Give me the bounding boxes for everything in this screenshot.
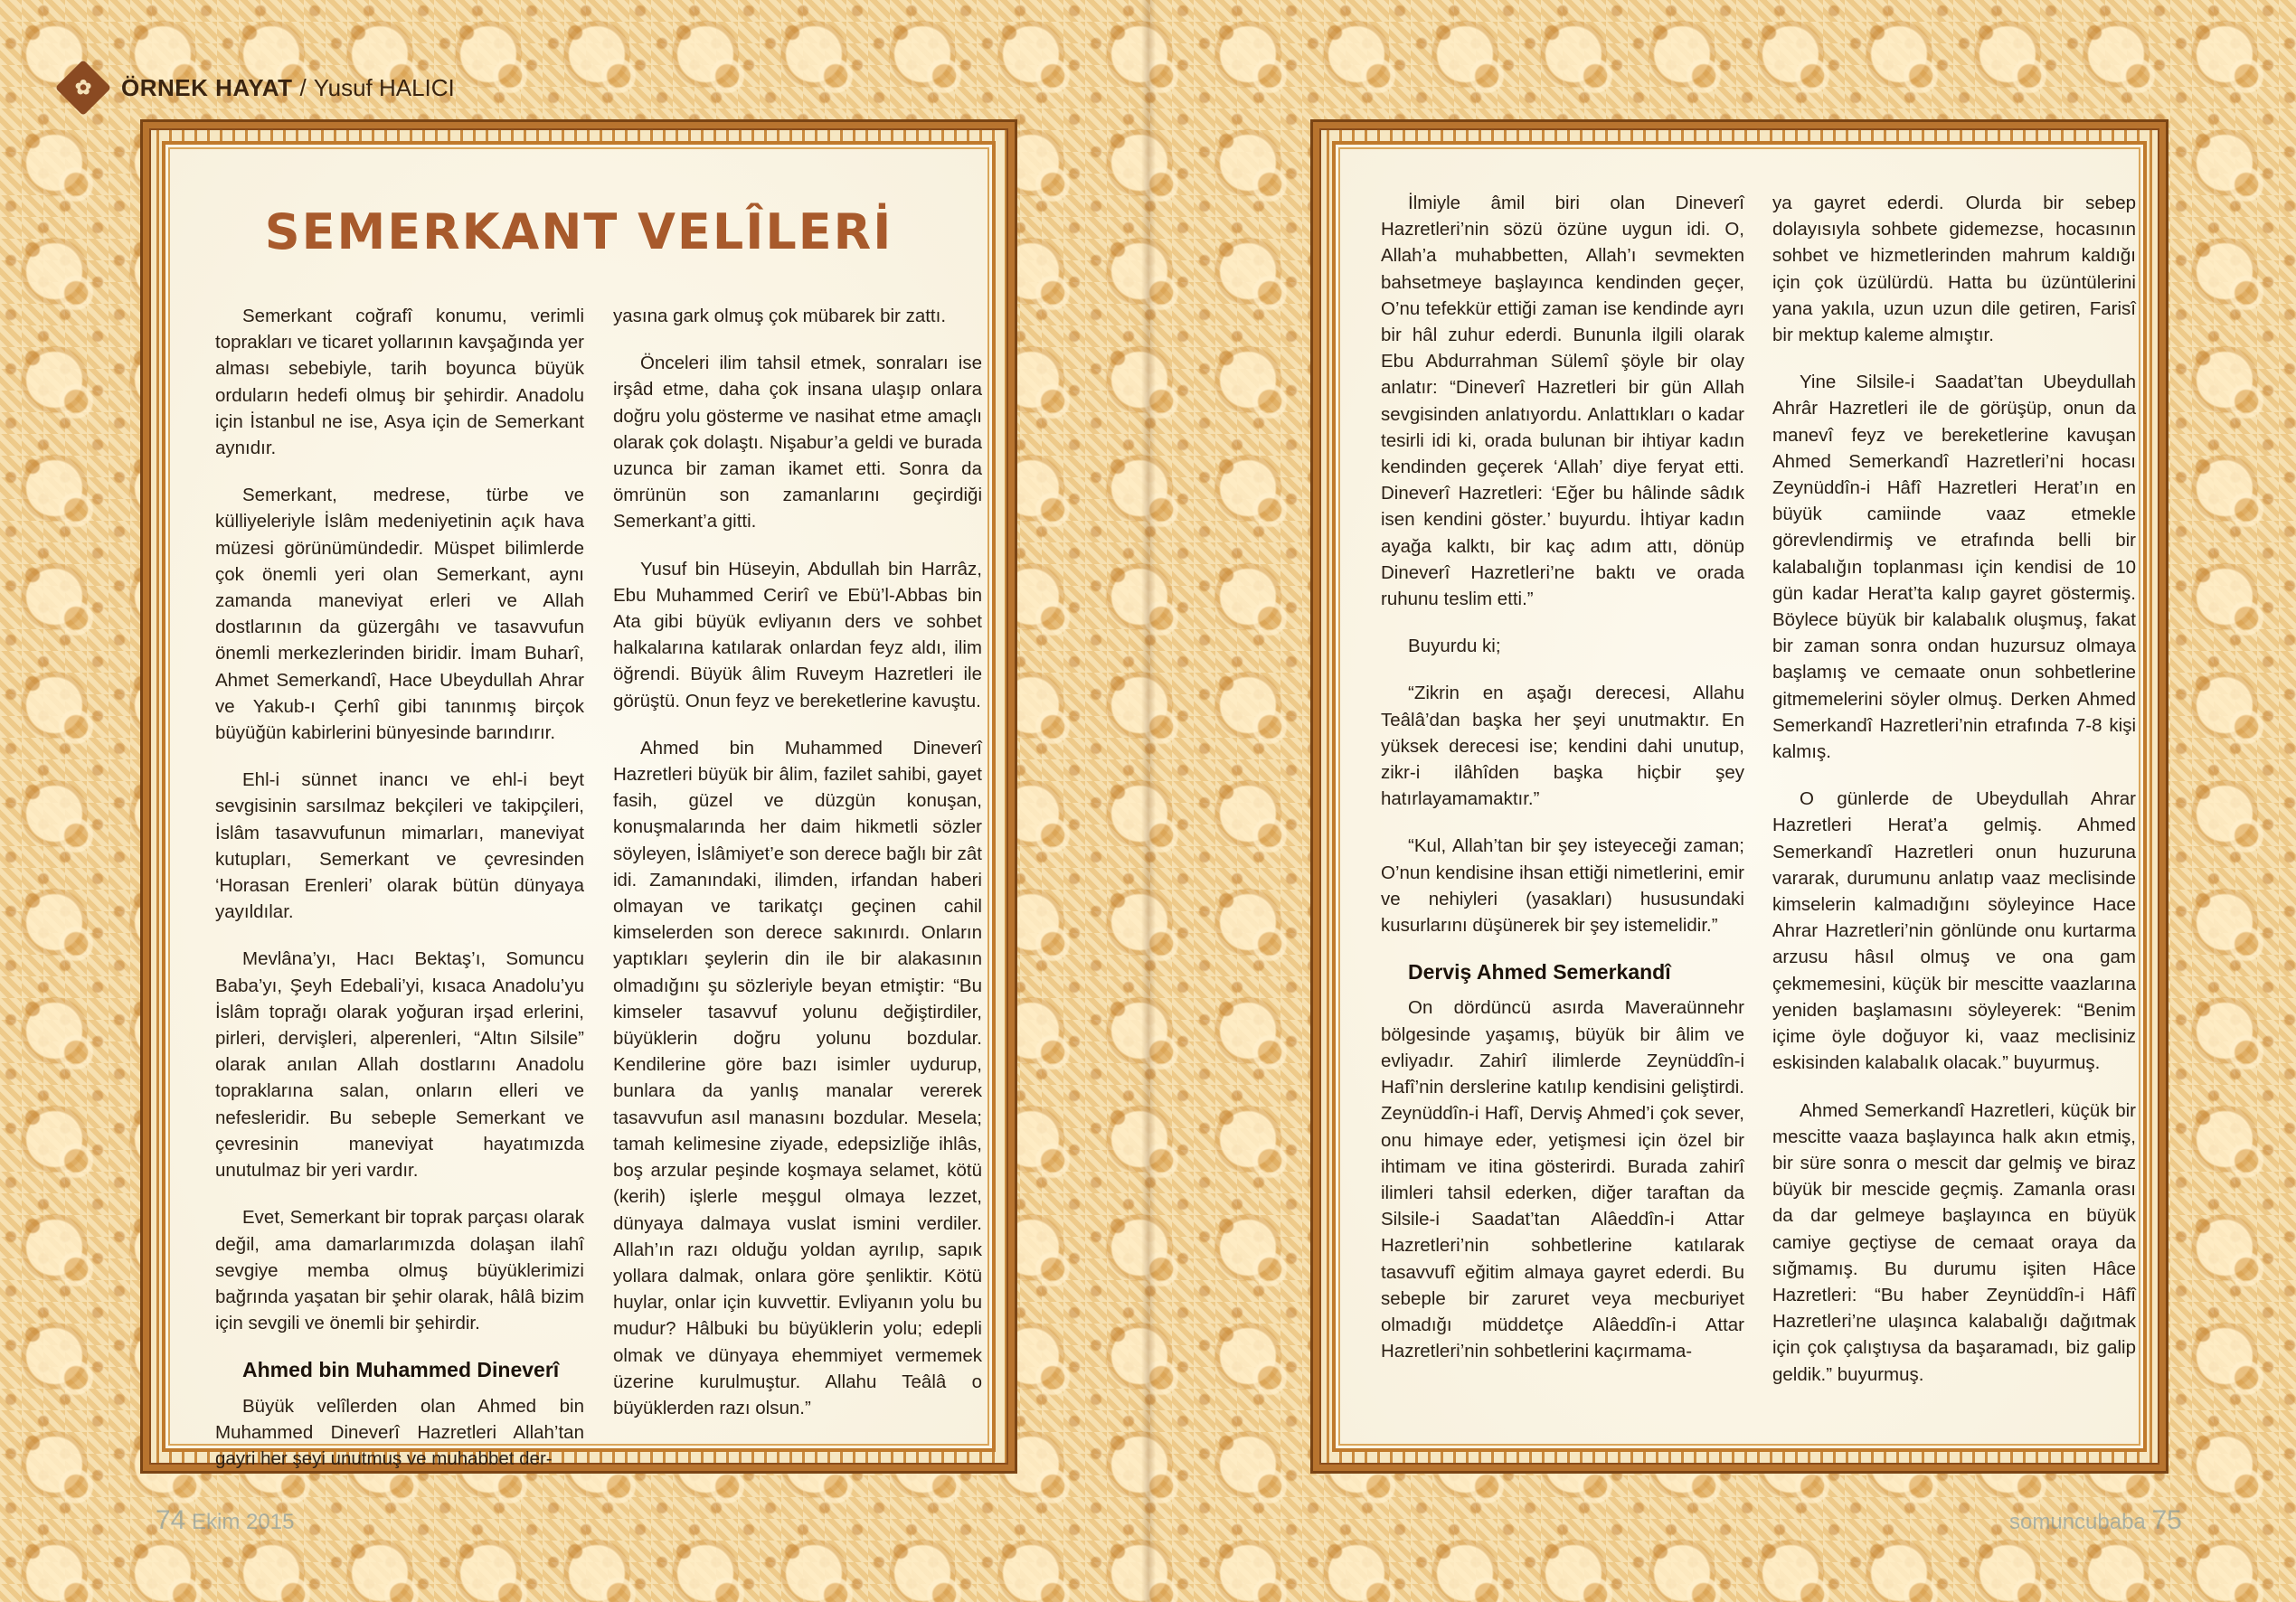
article-title: SEMERKANT VELÎLERİ (264, 203, 893, 260)
right-column-1 (1381, 190, 1744, 1385)
paragraph: ya gayret ederdi. Olurda bir sebep dolayısıyla sohbete gidemezse, hocasının sohbet ve hizmetlerinden mahrum kaldığı için çok üzülürdü. Hatta bu üzüntülerini yana yakıla, uzun uzun dile getiren, Farisî bir mektup kaleme almıştır. (1772, 193, 2136, 346)
left-page-footer (156, 1505, 294, 1536)
paragraph: Yine Silsile-i Saadat’tan Ubeydullah Ahrâr Hazretleri ile de görüşüp, onun da manevî feyz ve bereketlerine kavuşan Ahmed Semerkandî Hazretleri’ni hocası Zeynüddîn-i Hâfî Hazretleri Herat’ın en büyük camiinde vaaz etmekle görevlendirmiş ve etrafında belli bir kalabalığın toplanması için kendisi de 10 gün kadar Herat’ta kalıp gayret göstermiş. Böylece büyük bir kalabalık oluşmuş, fakat bir zaman sonra ondan huzursuz olmaya başlamış ve cemaate onun sohbetlerine gitmemelerini söyler olmuş. Derken Ahmed Semerkandî Hazretleri’nin etrafında 7-8 kişi kalmış. (1772, 372, 2136, 763)
paragraph: O günlerde de Ubeydullah Ahrar Hazretleri Herat’a gelmiş. Ahmed Semerkandî Hazretleri onun huzuruna vararak, durumunu anlatıp vaaz meclisinde kimselerin kalmadığını söyleyince Hace Ahrar Hazretleri’nin gönlünde onu kurtarma arzusu hâsıl olmuş ve ona gam çekmemesini, küçük bir mescitte vaazlarına yeniden başlamasını söyleyerek: “Benim içime öyle doğuyor ki, vaaz meclisiniz eskisinden kalabalık olacak.” buyurmuş. (1772, 788, 2136, 1074)
paragraph: Ahmed Semerkandî Hazretleri, küçük bir mescitte vaaza başlayınca halk akın etmiş, bir süre sonra o mescit dar gelmiş ve biraz büyük bir mescide geçmiş. Zamanla orası da dar gelmeye başlayınca en büyük camiye geçtiyse de cemaat oraya da sığmamış. Bu durumu işiten Hâce Hazretleri: “Bu haber Zeynüddîn-i Hâfî Hazretleri’ne ulaşınca kalabalığı dağıtmak için çok çalıştıysa da başaramadı, biz galip geldik.” buyurmuş. (1772, 1099, 2136, 1385)
paragraph: Buyurdu ki; (1408, 636, 1501, 657)
paragraph: İlmiyle âmil biri olan Dineverî Hazretleri’nin sözü özüne uygun idi. O, Allah’a muhabbetten, Allah’ı sevmekten bahsetmeye başlayınca kendinden geçer, O’nu tefekkür ettiği zaman ise kendinde ayrı bir hâl zuhur ederdi. Bununla ilgili olarak Ebu Abdurrahman Sülemî şöyle bir olay anlatır: “Dineverî Hazretleri bir gün Allah sevgisinden anlatıyordu. Anlattıkları o kadar tesirli idi ki, orada bulunan bir ihtiyar kadın kendinden geçerek ‘Allah’ diye feryat etti. Dineverî Hazretleri: ‘Eğer bu hâlinde sâdık isen kendini göster.’ buyurdu. İhtiyar kadın ayağa kalktı, bir kaç adım attı, dönüp Dineverî Hazretleri’ne baktı ve orada ruhunu teslim etti.” (1381, 193, 1744, 610)
right-page-footer (2009, 1505, 2182, 1536)
section-heading: Ahmed bin Muhammed Dineverî (242, 1358, 560, 1382)
left-page-frame (140, 119, 1017, 1474)
left-column-2 (613, 303, 982, 1442)
right-page-paper (1338, 147, 2140, 1446)
paragraph: Yusuf bin Hüseyin, Abdullah bin Harrâz, Ebu Muhammed Cerirî ve Ebü’l-Abbas bin Ata gibi büyük evliyanın ders ve sohbet halkalarına katılarak onlardan feyz aldı, ilim öğrendi. Büyük âlim Ruveym Hazretleri ile görüştü. Onun feyz ve bereketlerine kavuştu. (613, 558, 982, 711)
paragraph: On dördüncü asırda Maveraünnehr bölgesinde yaşamış, büyük bir âlim ve evliyadır. Zahirî ilimlerde Zeynüddîn-i Hafî’nin derslerine katılıp kendisini geliştirdi. Zeynüddîn-i Hafî, Derviş Ahmed’i çok sever, onu himaye eder, yetişmesi için özel bir ihtimam ve itina gösterirdi. Burada zahirî ilimleri tahsil ederken, diğer taraftan da Silsile-i Saadat’tan Alâeddîn-i Attar Hazretleri’nin sohbetlerine katılarak tasavvufî eğitim almaya gayret ederdi. Bu sebeple bir zaruret veya mecburiyet olmadığı müddetçe Alâeddîn-i Attar Hazretleri’nin sohbetlerini kaçırmama- (1381, 997, 1744, 1362)
paragraph: yasına gark olmuş çok mübarek bir zattı. (613, 306, 947, 326)
paragraph: “Kul, Allah’tan bir şey isteyeceği zaman; O’nun kendisine ihsan ettiği nimetlerini, emir ve nehiyleri (yasakları) hususundaki kusurlarını düşünerek bir şey istemelidir.” (1381, 835, 1744, 937)
magazine-logo-icon: ✿ (55, 60, 111, 116)
paragraph: Önceleri ilim tahsil etmek, sonraları ise irşâd etme, daha çok insana ulaşıp onlara doğru yolu gösterme ve nasihat etme amaçlı olarak çok dolaştı. Nişabur’a geldi ve burada uzunca bir zaman ikamet etti. Sonra da ömrünün son zamanlarını geçirdiği Semerkant’a gitti. (613, 353, 982, 532)
page-spine (1141, 0, 1156, 1602)
paragraph: Ehl-i sünnet inancı ve ehl-i beyt sevgisinin sarsılmaz bekçileri ve takipçileri, İslâm tasavvufunun mimarları, maneviyat kutupları, Semerkant ve çevresinden ‘Horasan Erenleri’ olarak bütün dünyaya yayıldılar. (215, 769, 584, 923)
right-column-2 (1772, 190, 2136, 1409)
right-page-frame (1310, 119, 2168, 1474)
left-column-1 (215, 303, 584, 1493)
paragraph: Semerkant, medrese, türbe ve külliyeleriyle İslâm medeniyetinin açık hava müzesi görünümündedir. Müspet bilimlerde çok önemli yeri olan Semerkant, aynı zamanda maneviyat erleri ve Allah dostlarının da güzergâhı ve tasavvufun önemli merkezlerinden biridir. İmam Buharî, Ahmet Semerkandî, Hace Ubeydullah Ahrar ve Yakub-ı Çerhî gibi tanınmış birçok büyüğün kabirlerini bünyesinde barındırır. (215, 485, 584, 744)
page-number: 75 (2151, 1505, 2182, 1535)
page-header (63, 65, 455, 110)
header-separator: / (299, 73, 307, 101)
paragraph: Evet, Semerkant bir toprak parçası olarak değil, ama damarlarımızda dolaşan ilahî sevgiye memba olmuş büyüklerimizi bağrında yaşatan bir şehir olarak, hâlâ bizim için sevgili ve önemli bir şehirdir. (215, 1207, 584, 1334)
section-name: ÖRNEK HAYAT (121, 73, 293, 101)
issue-date: Ekim 2015 (192, 1510, 295, 1534)
page-number: 74 (156, 1505, 186, 1535)
section-heading: Derviş Ahmed Semerkandî (1408, 960, 1671, 985)
author-name: Yusuf HALICI (313, 73, 455, 101)
paragraph: Ahmed bin Muhammed Dineverî Hazretleri büyük bir âlim, fazilet sahibi, gayet fasih, güzel ve düzgün konuşan, konuşmalarında her daim hikmetli sözler söyleyen, İslâmiyet’e son derece bağlı bir zât idi. Zamanındaki, ilimden, irfandan haberi olmayan ve tarikatçı geçinen cahil kimselerden son derece sakınırdı. Onların yaptıkları şeylerin din ile bir alakasının olmadığını şu sözleriyle beyan etmiştir: “Bu kimseler tasavvuf yolunu değiştirdiler, büyüklerin doğru yolunu bozdular. Kendilerine göre bazı isimler uydurup, bunlara da yanlış manalar vererek tasavvufun asıl manasını bozdular. Mesela; tamah kelimesine ziyade, edepsizliğe ihlâs, boş arzular peşinde koşmaya selamet, kötü (kerih) işlerle meşgul olmaya lezzet, dünyaya dalmaya vuslat ismini verdiler. Allah’ın razı olduğu yoldan ayrılıp, sapık yollara dalmak, onlara göre şenliktir. Kötü huylar, onlar için kuvvettir. Evliyanın yolu bu mudur? Hâlbuki bu büyüklerin yolu; edepli olmak ve dünyaya ehemmiyet vermemek üzerine kurulmuştur. Allahu Teâlâ o büyüklerden razı olsun.” (613, 737, 982, 1418)
paragraph: Semerkant coğrafî konumu, verimli toprakları ve ticaret yollarının kavşağında yer alması sebebiyle, tarih boyunca büyük orduların hedefi olmuş bir şehirdir. Anadolu için İstanbul ne ise, Asya için de Semerkant aynıdır. (215, 306, 584, 459)
paragraph: Mevlâna’yı, Hacı Bektaş’ı, Somuncu Baba’yı, Şeyh Edebali’yi, kısaca Anadolu’yu İslâm toprağı olarak yoğuran irşad erlerini, pirleri, dervişleri, alperenleri, “Altın Silsile” olarak anılan Allah dostlarını Anadolu topraklarına salan, onların elleri ve nefesleridir. Bu sebeple Semerkant ve çevresinin maneviyat hayatımızda unutulmaz bir yeri vardır. (215, 948, 584, 1182)
left-page-paper (168, 147, 989, 1469)
paragraph: “Zikrin en aşağı derecesi, Allahu Teâlâ’dan başka her şeyi unutmaktır. En yüksek derecesi ise; kendini dahi unutup, zikr-i ilâhîden başka hiçbir şey hatırlayamamaktır.” (1381, 683, 1744, 810)
paragraph: Büyük velîlerden olan Ahmed bin Muhammed Dineverî Hazretleri Allah’tan gayri her şeyi unutmuş ve muhabbet der- (215, 1395, 584, 1469)
magazine-name: somuncubaba (2009, 1510, 2146, 1534)
